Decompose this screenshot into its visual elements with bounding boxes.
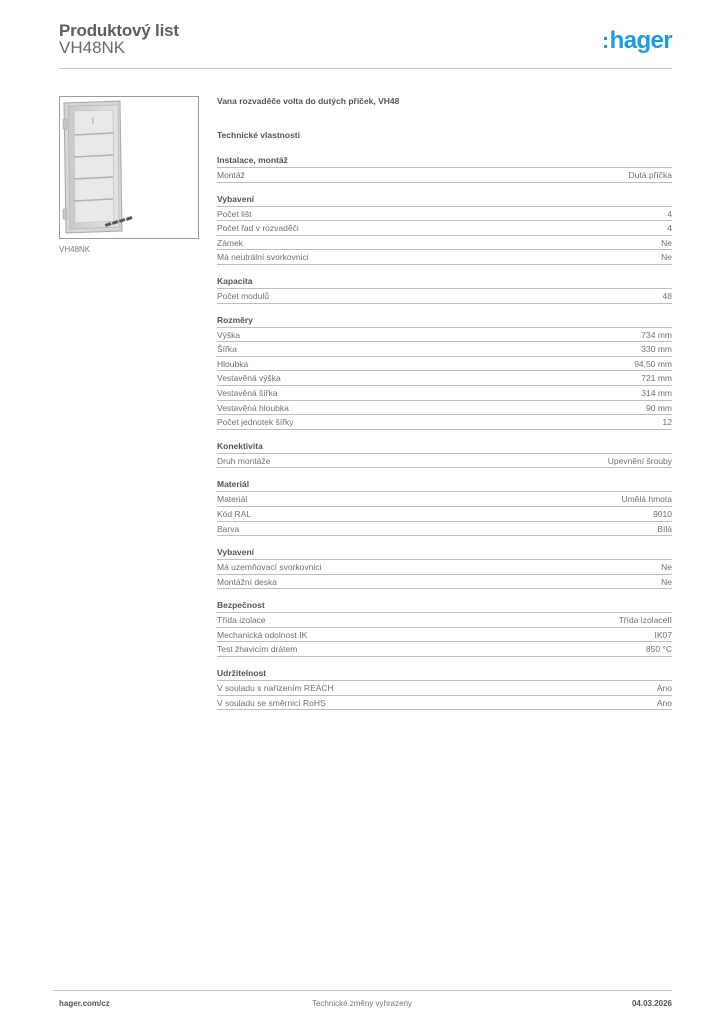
header-divider [59,68,672,69]
spec-label: Šířka [217,344,237,355]
spec-label: Výška [217,329,241,340]
spec-label: V souladu se směrnicí RoHS [217,697,326,708]
spec-value: Ne [661,576,672,587]
spec-value: Ano [656,683,672,694]
section-heading: Materiál [217,479,672,492]
spec-label: Barva [217,523,240,534]
product-image [59,96,199,239]
spec-row [217,289,672,304]
spec-value: 48 [662,290,672,301]
spec-label: Počet jednotek šířky [217,417,294,428]
spec-value: 330 mm [641,344,672,355]
spec-row [217,371,672,386]
spec-value: Třída izolaceII [618,615,672,626]
footer-website-link[interactable]: hager.com/cz [59,999,110,1008]
section-heading: Bezpečnost [217,600,672,613]
spec-row [217,613,672,628]
spec-section-installation [217,155,672,183]
spec-label: Materiál [217,494,248,505]
spec-value: 4 [667,208,672,219]
spec-label: Montážní deska [217,576,278,587]
spec-value: Ne [661,252,672,263]
spec-row [217,168,672,183]
section-heading: Instalace, montáž [217,155,672,168]
spec-row [217,454,672,469]
spec-row [217,575,672,590]
spec-label: V souladu s nařízením REACH [217,683,334,694]
spec-label: Kód RAL [217,508,252,519]
spec-row [217,642,672,657]
spec-section-capacity [217,276,672,304]
spec-value: 90 mm [646,402,672,413]
spec-label: Montáž [217,170,245,180]
hager-logo [602,29,672,53]
footer-notice: Technické změny vyhrazeny [311,999,413,1008]
spec-row [217,401,672,416]
spec-row [217,342,672,357]
spec-value: Umělá hmota [621,494,672,505]
section-heading: Vybavení [217,547,672,560]
spec-label: Mechanická odolnost IK [217,629,308,640]
spec-label: Hloubka [217,358,249,369]
spec-label: Má uzemňovací svorkovnici [217,562,322,573]
spec-label: Počet řad v rozvaděči [217,223,299,234]
product-name: Vana rozvaděče volta do dutých příček, VH48 [217,96,400,106]
spec-row [217,681,672,696]
document-title: Produktový list [59,21,179,40]
spec-value: Bílá [657,523,672,534]
technical-properties-title: Technické vlastnosti [217,130,300,140]
spec-value: 850 °C [645,644,672,655]
footer-divider [52,990,672,991]
product-image-caption: VH48NK [59,245,91,254]
spec-label: Druh montáže [217,455,271,466]
enclosure-illustration-icon [60,97,198,238]
spec-row [217,357,672,372]
spec-value: 314 mm [641,387,672,398]
spec-row [217,696,672,711]
product-code: VH48NK [59,38,126,57]
spec-value: 12 [662,417,672,428]
spec-section-equipment [217,194,672,265]
footer-date: 04.03.2026 [631,999,672,1008]
spec-section-safety [217,600,672,657]
spec-row [217,560,672,575]
spec-label: Třída izolace [217,615,266,626]
spec-value: 9010 [653,508,672,519]
spec-row [217,386,672,401]
spec-label: Počet lišt [217,208,252,219]
spec-row [217,522,672,537]
section-heading: Vybavení [217,194,672,207]
spec-label: Zámek [217,237,243,248]
spec-row [217,221,672,236]
spec-section-material [217,479,672,536]
spec-value: 734 mm [641,329,672,340]
section-heading: Kapacita [217,276,672,289]
spec-row [217,207,672,222]
spec-section-dimensions [217,315,672,430]
spec-row [217,507,672,522]
spec-value: 94,50 mm [634,358,672,369]
spec-section-equipment-2 [217,547,672,589]
spec-value: Ano [656,697,672,708]
spec-row [217,492,672,507]
section-heading: Rozměry [217,315,672,328]
logo-text: hager [609,27,672,54]
spec-row [217,236,672,251]
spec-label: Počet modulů [217,290,269,301]
spec-value: 4 [667,223,672,234]
spec-label: Test žhavicím drátem [217,644,298,655]
logo-colon: : [601,28,609,53]
section-heading: Udržitelnost [217,668,672,681]
spec-label: Má neutrální svorkovnici [217,252,309,263]
section-heading: Konektivita [217,441,672,454]
spec-row [217,328,672,343]
spec-value: Ne [661,562,672,573]
spec-label: Vestavěná hloubka [217,402,289,413]
spec-row [217,628,672,643]
spec-section-sustainability [217,668,672,710]
specification-content [217,96,672,721]
spec-value: 721 mm [641,373,672,384]
spec-row [217,250,672,265]
spec-section-connectivity [217,441,672,469]
spec-label: Vestavěná výška [217,373,281,384]
spec-value: Dutá příčka [628,170,672,180]
spec-label: Vestavěná šířka [217,387,278,398]
spec-value: Ne [661,237,672,248]
spec-value: IK07 [654,629,672,640]
spec-value: Upevnění šrouby [607,455,672,466]
spec-row [217,415,672,430]
